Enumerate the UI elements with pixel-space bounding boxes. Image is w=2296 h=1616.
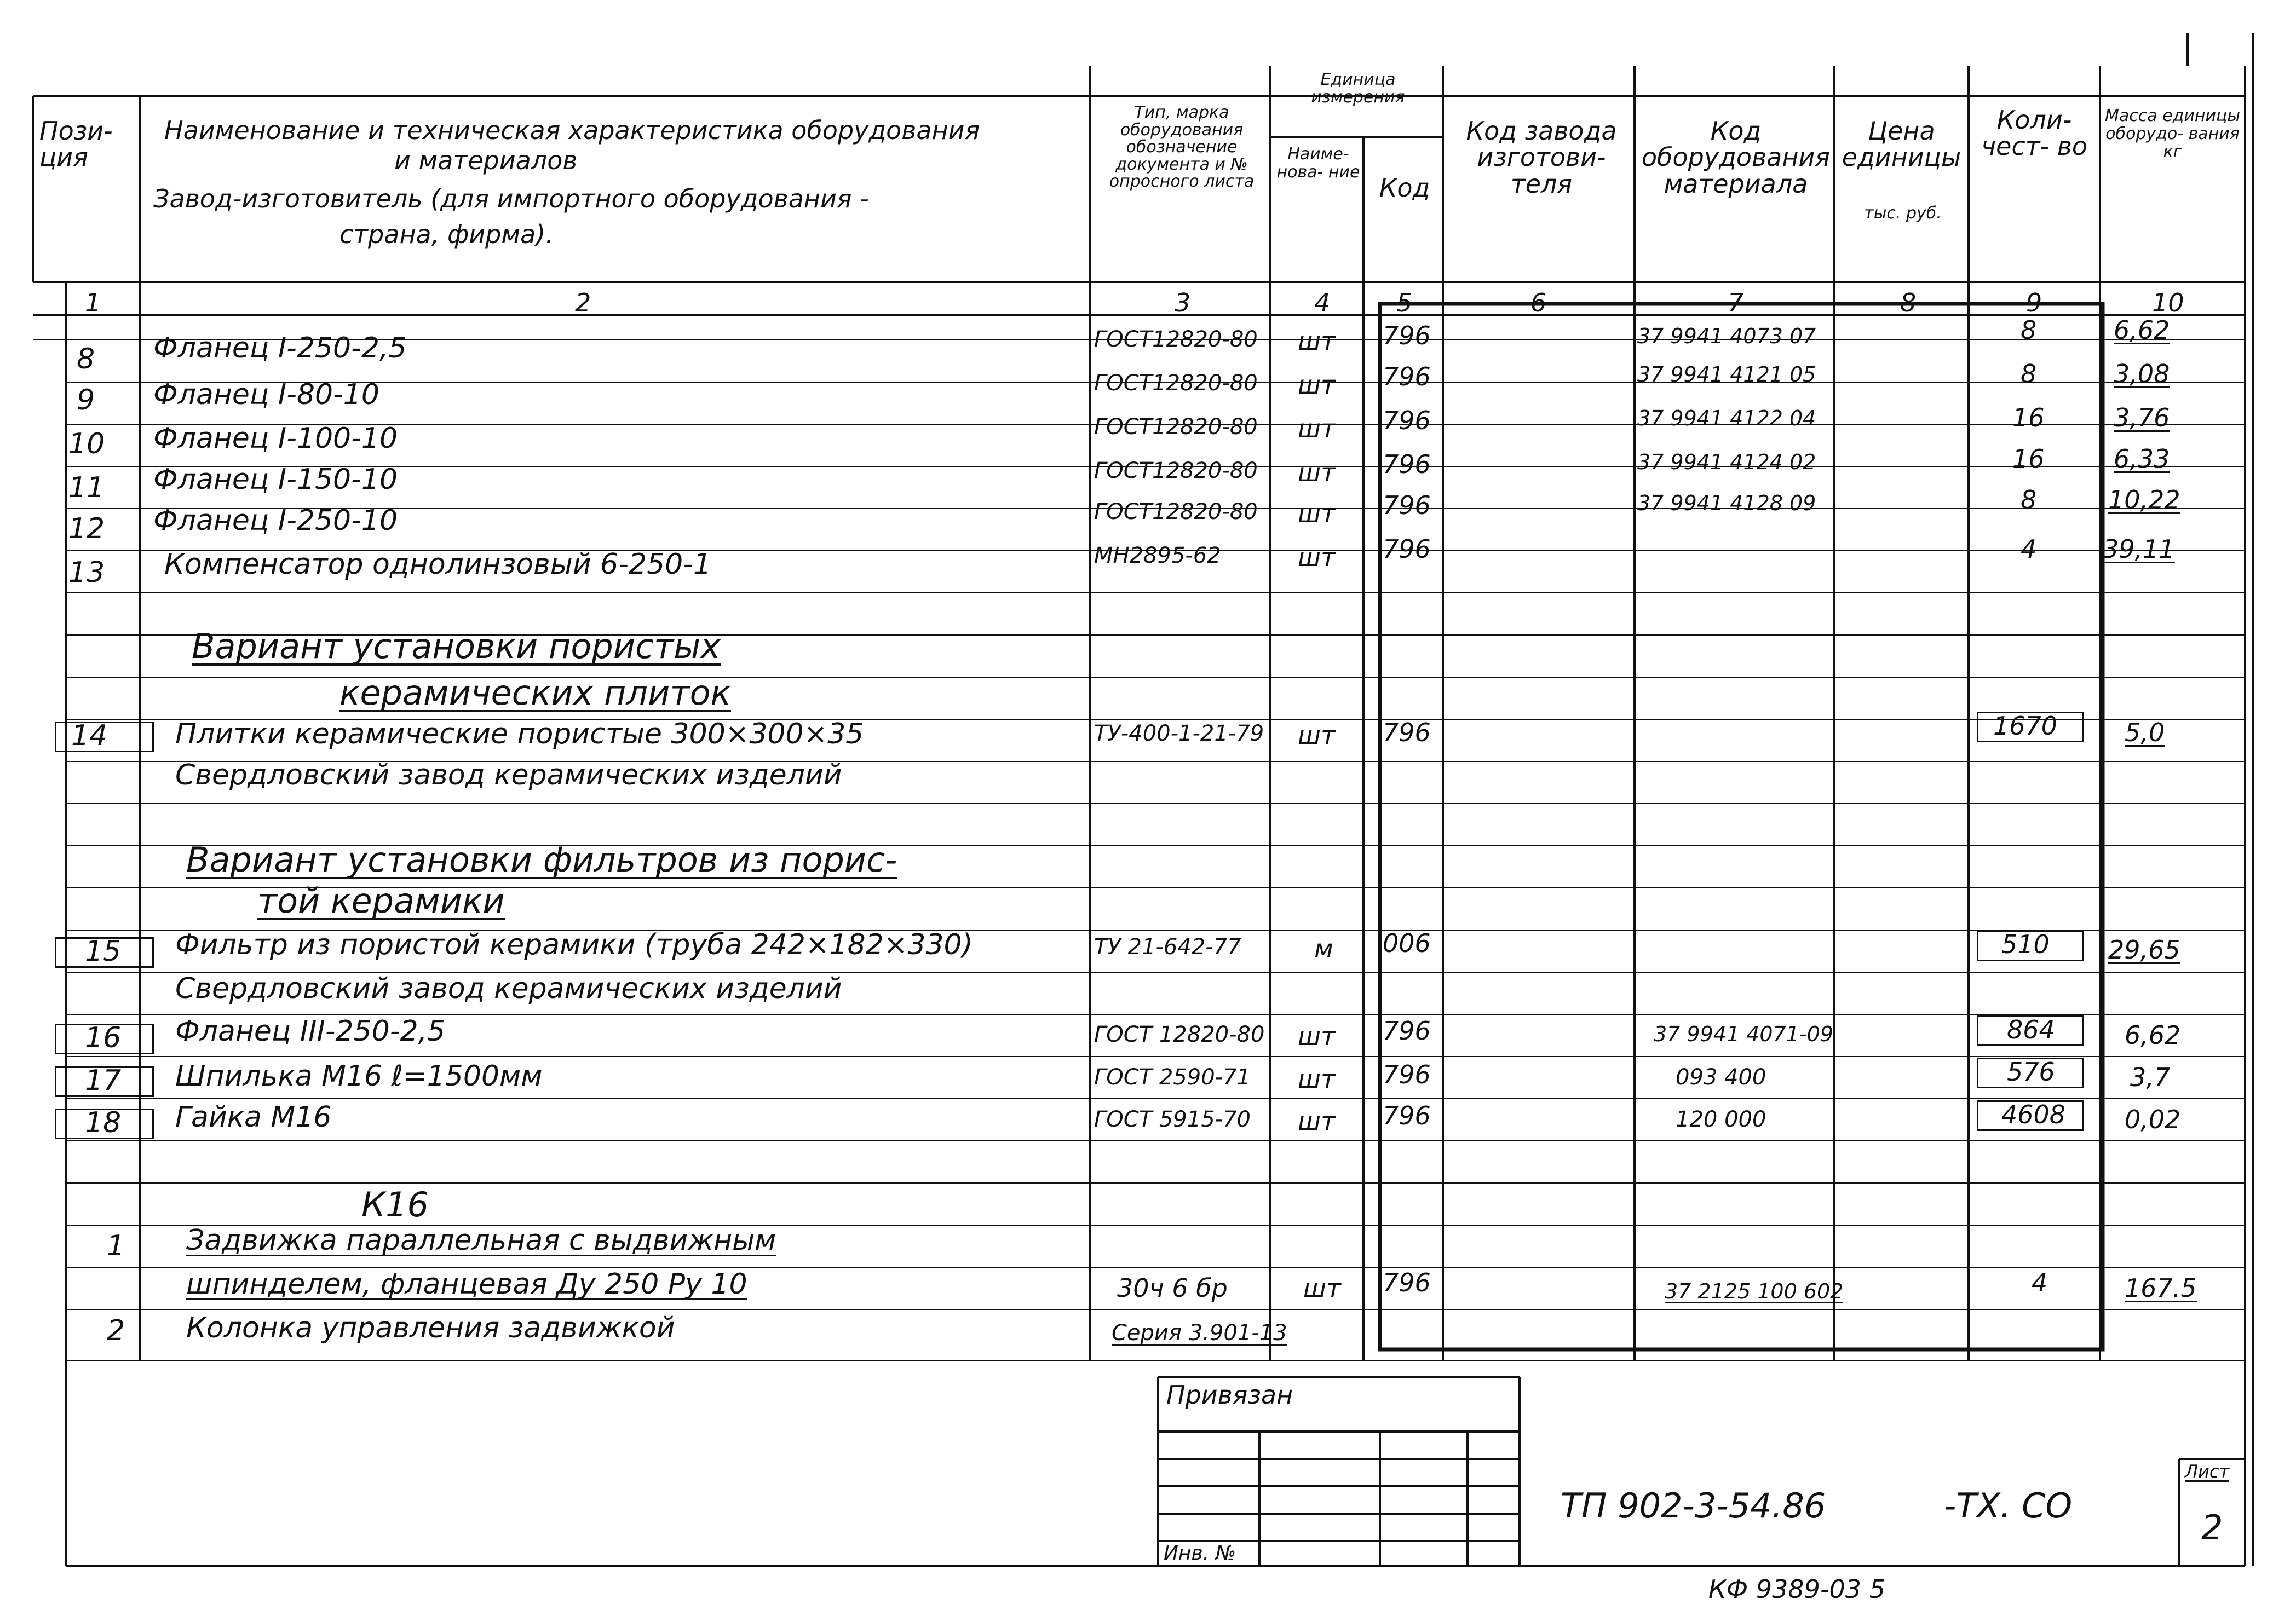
colnum-3: 3 <box>1175 288 1191 318</box>
header-name-4: страна, фирма). <box>339 220 554 249</box>
colnum-5: 5 <box>1396 288 1413 318</box>
colnum-6: 6 <box>1530 288 1547 318</box>
stamp-inv: Инв. № <box>1164 1542 1236 1565</box>
header-equip-code: Код оборудования материала <box>1642 116 1830 199</box>
header-name-2: и материалов <box>394 146 578 175</box>
header-type: Тип, марка оборудования обозначение документа и № опросного листа <box>1109 103 1255 191</box>
header-unit-group: Единица измерения <box>1311 70 1405 107</box>
stamp-sheet-label: Лист <box>2185 1461 2230 1482</box>
header-price: Цена единицы <box>1842 116 1961 172</box>
section1-title-1: Вариант установки пористых <box>192 626 721 666</box>
stamp-sheet-num: 2 <box>2201 1508 2223 1548</box>
colnum-7: 7 <box>1728 288 1744 318</box>
colnum-10: 10 <box>2152 288 2184 318</box>
header-plant-code: Код завода изготови- теля <box>1466 116 1617 199</box>
colnum-4: 4 <box>1314 288 1331 318</box>
stamp-doc: ТП 902-3-54.86 <box>1561 1486 1826 1526</box>
stamp-attached: Привязан <box>1166 1380 1293 1410</box>
colnum-8: 8 <box>1900 288 1917 318</box>
header-unit-name: Наиме- нова- ние <box>1276 145 1360 182</box>
k16-title: К16 <box>361 1185 429 1225</box>
stamp-footer: КФ 9389-03 5 <box>1708 1574 1885 1604</box>
colnum-1: 1 <box>85 288 101 318</box>
header-unit-code: Код <box>1379 173 1430 203</box>
section2-title-2: той керамики <box>257 881 505 921</box>
header-name-3: Завод-изготовитель (для импортного оборудования - <box>153 184 869 213</box>
header-name-1: Наименование и техническая характеристика оборудования <box>164 116 980 145</box>
header-price-unit: тыс. руб. <box>1864 204 1942 223</box>
section1-title-2: керамических плиток <box>339 673 731 713</box>
drawing-sheet: Пози- ция Наименование и техническая характеристика оборудования и материалов Завод-изготовитель (для импортного оборудования - страна, фирма). Тип, марка оборудования обозначение документа и № опросного листа Единица измерения Наиме- нова- ние Код Код завода изготови- теля Код оборудования материала Цена единицы тыс. руб. Коли- чест- во Масса единицы оборудо- вания кг 1 2 3 4 5 6 7 8 9 10 8 Фланец I-250-2,5 ГОСТ12820-80 шт 796 37 9941 4073 07 8 6,62 9 Фланец I-80-10 ГОСТ12820-80 шт 796 37 9941 4121 05 8 3,08 10 Фланец I-100-10 ГОСТ12820-80 шт 796 37 9941 4122 04 16 3,76 11 Фланец I-150-10 ГОСТ12820-80 шт 796 37 9941 4124 02 16 6,33 12 Фланец I-250-10 ГОСТ12820-80 шт 796 37 9941 4128 09 8 10,22 13 Компенсатор однолинзовый 6-250-1 МН2895-62 шт 796 4 39,11 Вариант установки пористых керамических плиток 14 Плитки керамические пористые 300×300×35 Свердловский завод керамических изделий ТУ-400-1-21-79 шт 796 1670 5,0 Вариант установки фильтров из порис- той керамики 15 Фильтр из пористой керамики (труба 242×182×330) Свердловский завод керамических изделий ТУ 21-642-77 м 006 510 29,65 16 Фланец III-250-2,5 ГОСТ 12820-80 шт 796 37 9941 4071-09 864 6,62 17 Шпилька М16 ℓ=1500мм ГОСТ 2590-71 шт 796 093 400 576 3,7 18 Гайка М16 ГОСТ 5915-70 шт 796 120 000 4608 0,02 К16 1 Задвижка параллельная с выдвижным шпинделем, фланцевая Ду 250 Ру 10 30ч 6 бр шт 796 37 2125 100 602 4 167.5 2 Колонка управления задвижкой Серия 3.901-13 Привязан Инв. № ТП 902-3-54.86 -ТХ. СО Лист 2 КФ 9389-03 5 <box>0 0 2296 1616</box>
header-pos: Пози- ция <box>39 116 113 172</box>
stamp-doc-suffix: -ТХ. СО <box>1944 1486 2073 1526</box>
header-mass: Масса единицы оборудо- вания кг <box>2104 106 2241 161</box>
colnum-9: 9 <box>2026 288 2042 318</box>
section2-title-1: Вариант установки фильтров из порис- <box>186 840 897 880</box>
header-qty: Коли- чест- во <box>1981 105 2088 161</box>
colnum-2: 2 <box>575 288 591 318</box>
